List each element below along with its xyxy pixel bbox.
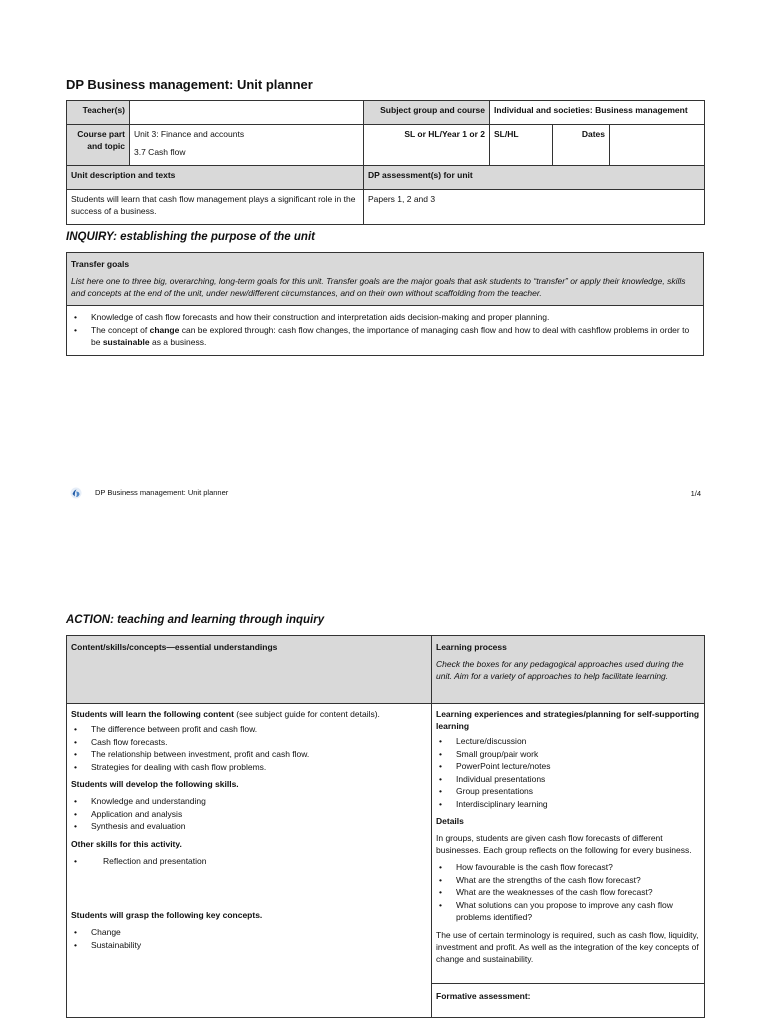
list-item: • Change <box>71 926 427 939</box>
content-list <box>71 723 427 773</box>
teachers-label: Teacher(s) <box>67 101 130 125</box>
list-item: • Knowledge of cash flow forecasts and how their construction and interpretation aids decision-making and proper planning. <box>71 311 699 324</box>
concepts-heading: Students will grasp the following key concepts. <box>71 910 263 920</box>
action-heading: ACTION: teaching and learning through inquiry <box>66 614 325 626</box>
list-item: • Individual presentations <box>436 773 700 786</box>
list-item: • What are the strengths of the cash flow forecast? <box>436 874 700 887</box>
list-item: • Application and analysis <box>71 808 427 821</box>
details-text: In groups, students are given cash flow forecasts of different businesses. Each group reflects on the following for every business. <box>436 833 692 855</box>
course-part-label: Course part and topic <box>67 125 130 166</box>
keyword-change: change <box>149 324 180 335</box>
list-item: • Group presentations <box>436 785 700 798</box>
list-item: • Cash flow forecasts. <box>71 736 427 749</box>
list-item: • Sustainability <box>71 939 427 952</box>
list-item: • Synthesis and evaluation <box>71 820 427 833</box>
list-item: • Reflection and presentation <box>71 855 427 868</box>
details-list <box>436 861 700 924</box>
keyword-sustainable: sustainable <box>102 337 150 347</box>
text-segment: The concept of <box>91 324 150 335</box>
content-heading-note: (see subject guide for content details). <box>233 709 380 719</box>
list-item: • Interdisciplinary learning <box>436 798 700 811</box>
other-skills-heading: Other skills for this activity. <box>71 838 182 849</box>
list-item: • The difference between profit and cash flow. <box>71 723 427 736</box>
page-title: DP Business management: Unit planner <box>66 77 313 92</box>
content-cell <box>67 704 432 1018</box>
sl-hl-value: SL/HL <box>490 125 553 166</box>
learning-experiences-cell <box>432 704 705 984</box>
skills-list <box>71 795 427 833</box>
dates-value <box>610 125 705 166</box>
ib-logo-icon <box>70 487 82 499</box>
list-item: • Lecture/discussion <box>436 735 700 748</box>
sl-hl-label: SL or HL/Year 1 or 2 <box>364 125 490 166</box>
transfer-goals-content <box>67 306 704 356</box>
transfer-goals-header <box>67 253 704 306</box>
content-heading-line <box>71 708 427 720</box>
transfer-goals-label: Transfer goals <box>71 259 130 269</box>
learning-process-label: Learning process <box>436 642 507 652</box>
subject-value: Individual and societies: Business management <box>490 101 705 125</box>
ib-logo <box>70 486 82 504</box>
action-table <box>66 635 705 1018</box>
dates-label: Dates <box>553 125 610 166</box>
list-item <box>71 324 699 349</box>
course-part-unit: Unit 3: Finance and accounts <box>134 129 245 139</box>
unit-description-label: Unit description and texts <box>67 166 364 190</box>
subject-label: Subject group and course <box>364 101 490 125</box>
list-item: • What solutions can you propose to improve any cash flow problems identified? <box>436 899 700 924</box>
unit-description-value: Students will learn that cash flow management plays a significant role in the success of a business. <box>67 190 364 225</box>
list-item: • How favourable is the cash flow forecast? <box>436 861 700 874</box>
transfer-goals-description: List here one to three big, overarching, long-term goals for this unit. Transfer goals are the major goals that ask students to “transfer” or apply their knowledge, skills and concepts at the end of the unit, under new/different circumstances, and on their own without scaffolding from the teacher. <box>71 276 686 298</box>
skills-heading: Students will develop the following skills. <box>71 779 239 789</box>
list-item: • The relationship between investment, profit and cash flow. <box>71 748 427 761</box>
list-item: • PowerPoint lecture/notes <box>436 760 700 773</box>
dp-assessment-value: Papers 1, 2 and 3 <box>364 190 705 225</box>
list-item: • Small group/pair work <box>436 748 700 761</box>
footer-title: DP Business management: Unit planner <box>95 488 229 497</box>
page-number: 1/4 <box>690 489 701 498</box>
dp-assessment-label: DP assessment(s) for unit <box>364 166 705 190</box>
concepts-list <box>71 926 427 951</box>
content-header: Content/skills/concepts—essential understandings <box>67 636 432 704</box>
learning-process-header <box>432 636 705 704</box>
learning-process-description: Check the boxes for any pedagogical approaches used during the unit. Aim for a variety of approaches to help facilitate learning. <box>436 659 684 681</box>
course-part-topic: 3.7 Cash flow <box>134 147 186 157</box>
formative-assessment: Formative assessment: <box>432 984 705 1018</box>
terminology-text: The use of certain terminology is required, such as cash flow, liquidity, investment and profit. As well as the integration of the key concepts of change and sustainability. <box>436 929 699 964</box>
teachers-value <box>130 101 364 125</box>
transfer-goals-list <box>71 311 699 349</box>
header-table <box>66 100 705 225</box>
list-item: • What are the weaknesses of the cash flow forecast? <box>436 886 700 899</box>
other-skills-list <box>71 855 427 868</box>
text-segment: as a business. <box>149 337 207 347</box>
experiences-heading: Learning experiences and strategies/planning for self-supporting learning <box>436 709 700 731</box>
transfer-goals-table <box>66 252 704 356</box>
text-segment: can be explored through: cash flow changes, the importance of managing cash flow and how to deal with cashflow problems in order to be <box>91 324 690 347</box>
inquiry-heading: INQUIRY: establishing the purpose of the unit <box>66 231 315 243</box>
course-part-value <box>130 125 364 166</box>
experiences-list <box>436 735 700 810</box>
list-item: • Knowledge and understanding <box>71 795 427 808</box>
list-item: • Strategies for dealing with cash flow problems. <box>71 761 427 774</box>
details-heading: Details <box>436 816 464 826</box>
content-heading: Students will learn the following content <box>71 709 234 719</box>
